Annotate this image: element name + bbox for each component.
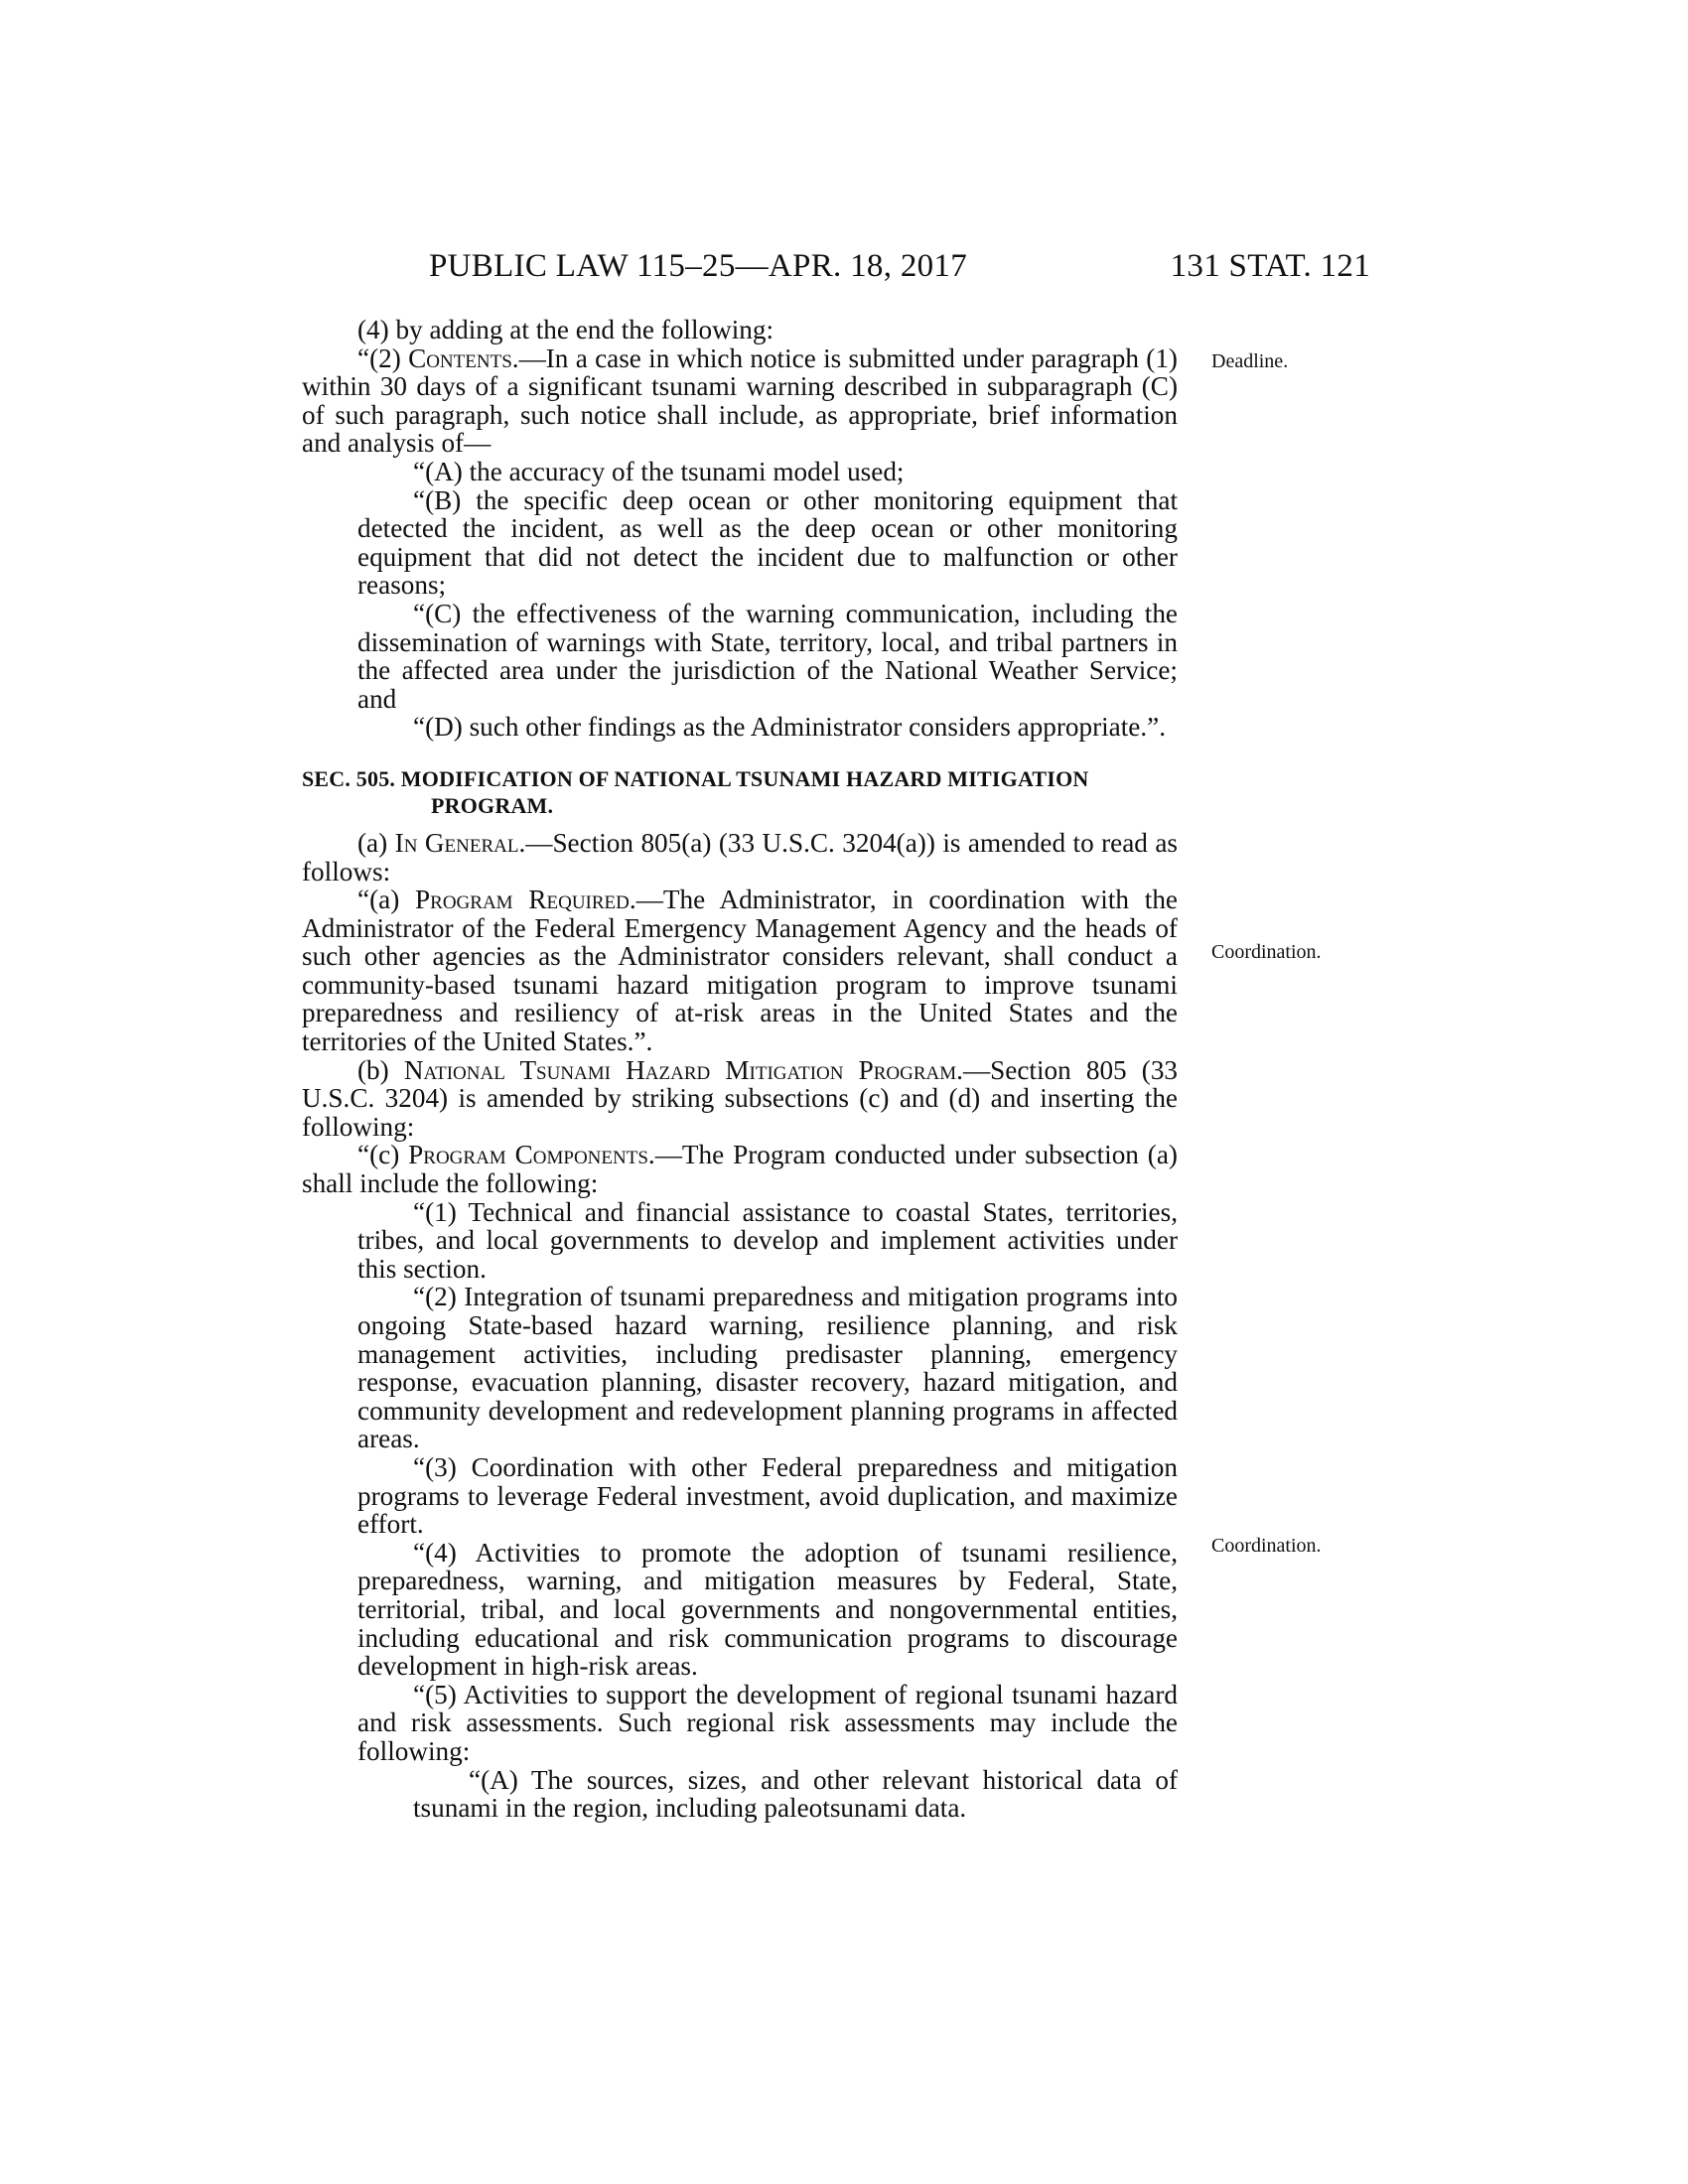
margin-note-coordination-2: Coordination. [1211,1535,1322,1557]
subsection-a-heading: In General [394,827,519,858]
program-components: “(c) Program Components.—The Program conducted under subsection (a) shall include the following: [302,1140,1178,1199]
program-required: “(a) Program Required.—The Administrator, in coordination with the Administrator of the Federal Emergency Management Agency and the heads of such other agencies as the Administrator considers relevant, shall conduct a community-based tsunami hazard mitigation program to improve tsunami preparedness and resiliency of at-risk areas in the United States and the territories of the United States.”. [302,885,1178,1057]
margin-note-coordination-1: Coordination. [1211,941,1322,963]
paragraph-2-contents: “(2) Contents.—In a case in which notice is submitted under paragraph (1) within 30 days of a significant tsunami warning described in subparagraph (C) of such paragraph, such notice shall include, as appropriate, brief information and analysis of— [302,342,1178,459]
paragraph-2-heading: Contents [408,342,512,373]
margin-note-deadline: Deadline. [1211,350,1289,372]
subparagraph-b: “(B) the specific deep ocean or other monitoring equipment that detected the incident, as well as the deep ocean or other monitoring equipment that did not detect the incident due to malfunction or other reasons; [357,484,1178,601]
subparagraph-a: “(A) the accuracy of the tsunami model used; [413,456,905,486]
subparagraph-c: “(C) the effectiveness of the warning communication, including the dissemination of warnings with State, territory, local, and tribal partners in the affected area under the jurisdiction of the National Weather Service; and [357,598,1178,714]
section-505-heading: SEC. 505. MODIFICATION OF NATIONAL TSUNAMI HAZARD MITIGATION PROGRAM. [302,765,1089,818]
component-1: “(1) Technical and financial assistance to coastal States, territories, tribes, and local governments to develop and implement activities under this section. [357,1196,1178,1284]
amendment-item-4: (4) by adding at the end the following: [357,315,774,344]
document-body [302,316,1178,1823]
subsection-b-heading: National Tsunami Hazard Mitigation Program [403,1054,957,1085]
running-header [298,248,1370,288]
subsection-a-in-general: (a) In General.—Section 805(a) (33 U.S.C. 3204(a)) is amended to read as follows: [302,827,1179,887]
program-required-heading: Program Required [415,885,630,915]
subsection-b-program: (b) National Tsunami Hazard Mitigation Program.—Section 805 (33 U.S.C. 3204) is amended by striking subsections (c) and (d) and inserting the following: [302,1054,1179,1142]
statute-page-number: 131 STAT. 121 [1170,248,1370,284]
component-3: “(3) Coordination with other Federal preparedness and mitigation programs to leverage Federal investment, avoid duplication, and maximize effort. [357,1451,1178,1540]
program-components-heading: Program Components [408,1140,648,1170]
subparagraph-d: “(D) such other findings as the Administrator considers appropriate.”. [413,712,1167,743]
component-5-subparagraph-a: “(A) The sources, sizes, and other relevant historical data of tsunami in the region, including paleotsunami data. [413,1764,1178,1824]
component-2: “(2) Integration of tsunami preparedness and mitigation programs into ongoing State-based hazard warning, resilience planning, and risk management activities, including predisaster planning, emergency response, evacuation planning, disaster recovery, hazard mitigation, and community development and redevelopment planning programs in affected areas. [357,1282,1178,1454]
public-law-title: PUBLIC LAW 115–25—APR. 18, 2017 [429,248,968,284]
component-5: “(5) Activities to support the development of regional tsunami hazard and risk assessments. Such regional risk assessments may include the following: [357,1679,1178,1766]
component-4: “(4) Activities to promote the adoption of tsunami resilience, preparedness, warning, and mitigation measures by Federal, State, territorial, tribal, and local governments and nongovernmental entities, including educational and risk communication programs to discourage development in high-risk areas. [357,1537,1178,1682]
